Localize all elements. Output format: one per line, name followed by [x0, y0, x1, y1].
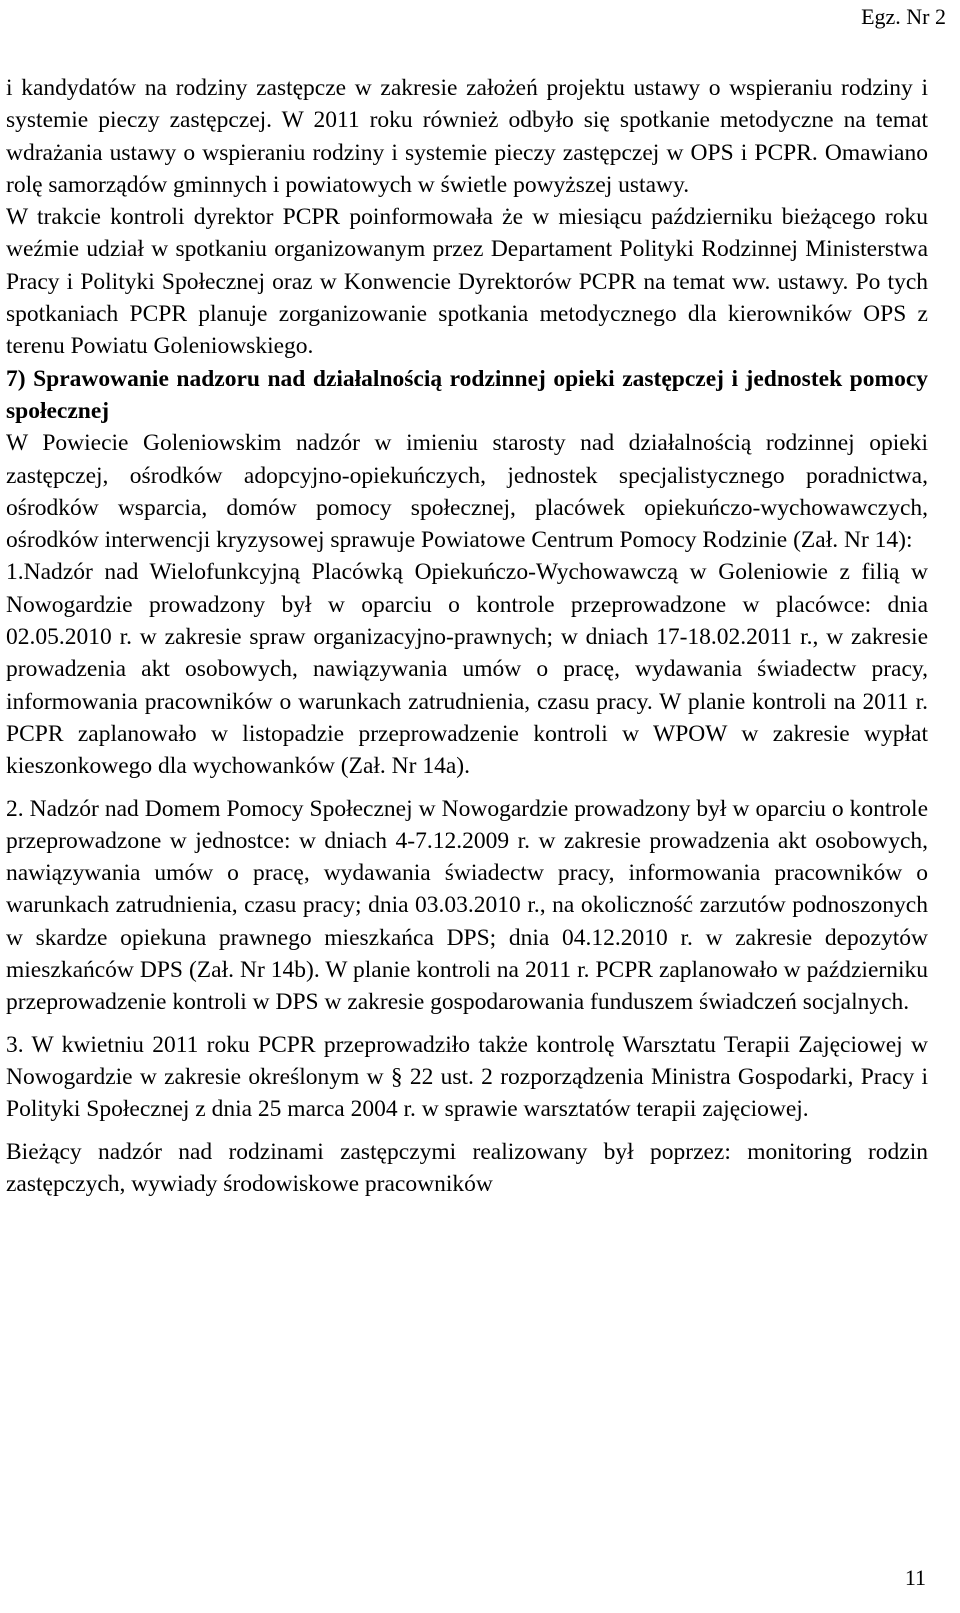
copy-number-label: Egz. Nr 2 [861, 4, 946, 29]
paragraph-meeting: i kandydatów na rodziny zastępcze w zakresie założeń projektu ustawy o wspieraniu rodziny i systemie pieczy zastępczej. W 2011 roku również odbyło się spotkanie metodyczne na temat wdrażania ustawy o wspieraniu rodziny i systemie pieczy zastępczej w OPS i PCPR. Omawiano rolę samorządów gminnych i powiatowych w świetle powyższej ustawy. [6, 75, 928, 198]
paragraph-inspection: W trakcie kontroli dyrektor PCPR poinformowała że w miesiącu październiku bieżącego roku weźmie udział w spotkaniu organizowanym przez Departament Polityki Rodzinnej Ministerstwa Pracy i Polityki Społecznej oraz w Konwencie Dyrektorów PCPR na temat ww. ustawy. Po tych spotkaniach PCPR planuje zorganizowanie spotkania metodycznego dla kierowników OPS z terenu Powiatu Goleniowskiego. [6, 204, 928, 360]
page-number: 11 [904, 1565, 926, 1590]
section-heading: 7) Sprawowanie nadzoru nad działalnością rodzinnej opieki zastępczej i jednostek pomocy społecznej [6, 365, 928, 424]
list-item: 2. Nadzór nad Domem Pomocy Społecznej w Nowogardzie prowadzony był w oparciu o kontrole przeprowadzone w jednostce: w dniach 4-7.12.2009 r. w zakresie prowadzenia akt osobowych, nawiązywania umów o pracę, wydawania świadectw pracy, informowania pracowników o warunkach zatrudnienia, czasu pracy; dnia 03.03.2010 r., na okoliczność zarzutów podnoszonych w skardze opiekuna prawnego mieszkańca DPS; dnia 04.12.2010 r. w zakresie depozytów mieszkańców DPS (Zał. Nr 14b). W planie kontroli na 2011 r. PCPR zaplanowało w październiku przeprowadzenie kontroli w DPS w zakresie gospodarowania funduszem świadczeń socjalnych. [6, 795, 928, 1016]
closing-paragraph: Bieżący nadzór nad rodzinami zastępczymi realizowany był poprzez: monitoring rodzin zastępczych, wywiady środowiskowe pracowników [6, 1138, 928, 1197]
section-intro: W Powiecie Goleniowskim nadzór w imieniu starosty nad działalnością rodzinnej opieki zastępczej, ośrodków adopcyjno-opiekuńczych, jednostek specjalistycznego poradnictwa, ośrodków wsparcia, domów pomocy społecznej, placówek opiekuńczo-wychowawczych, ośrodków interwencji kryzysowej sprawuje Powiatowe Centrum Pomocy Rodzinie (Zał. Nr 14): [6, 430, 928, 554]
list-item: 3. W kwietniu 2011 roku PCPR przeprowadziło także kontrolę Warsztatu Terapii Zajęciowej w Nowogardzie w zakresie określonym w § 22 ust. 2 rozporządzenia Ministra Gospodarki, Pracy i Polityki Społecznej z dnia 25 marca 2004 r. w sprawie warsztatów terapii zajęciowej. [6, 1031, 928, 1123]
document-body [6, 72, 928, 1200]
list-item: 1.Nadzór nad Wielofunkcyjną Placówką Opiekuńczo-Wychowawczą w Goleniowie z filią w Nowogardzie prowadzony był w oparciu o kontrole przeprowadzone w placówce: dnia 02.05.2010 r. w zakresie spraw organizacyjno-prawnych; w dniach 17-18.02.2011 r., w zakresie prowadzenia akt osobowych, nawiązywania umów o pracę, wydawania świadectw pracy, informowania pracowników o warunkach zatrudnienia, czasu pracy. W planie kontroli na 2011 r. PCPR zaplanowało w listopadzie przeprowadzenie kontroli w WPOW w zakresie wypłat kieszonkowego dla wychowanków (Zał. Nr 14a). [6, 559, 928, 780]
